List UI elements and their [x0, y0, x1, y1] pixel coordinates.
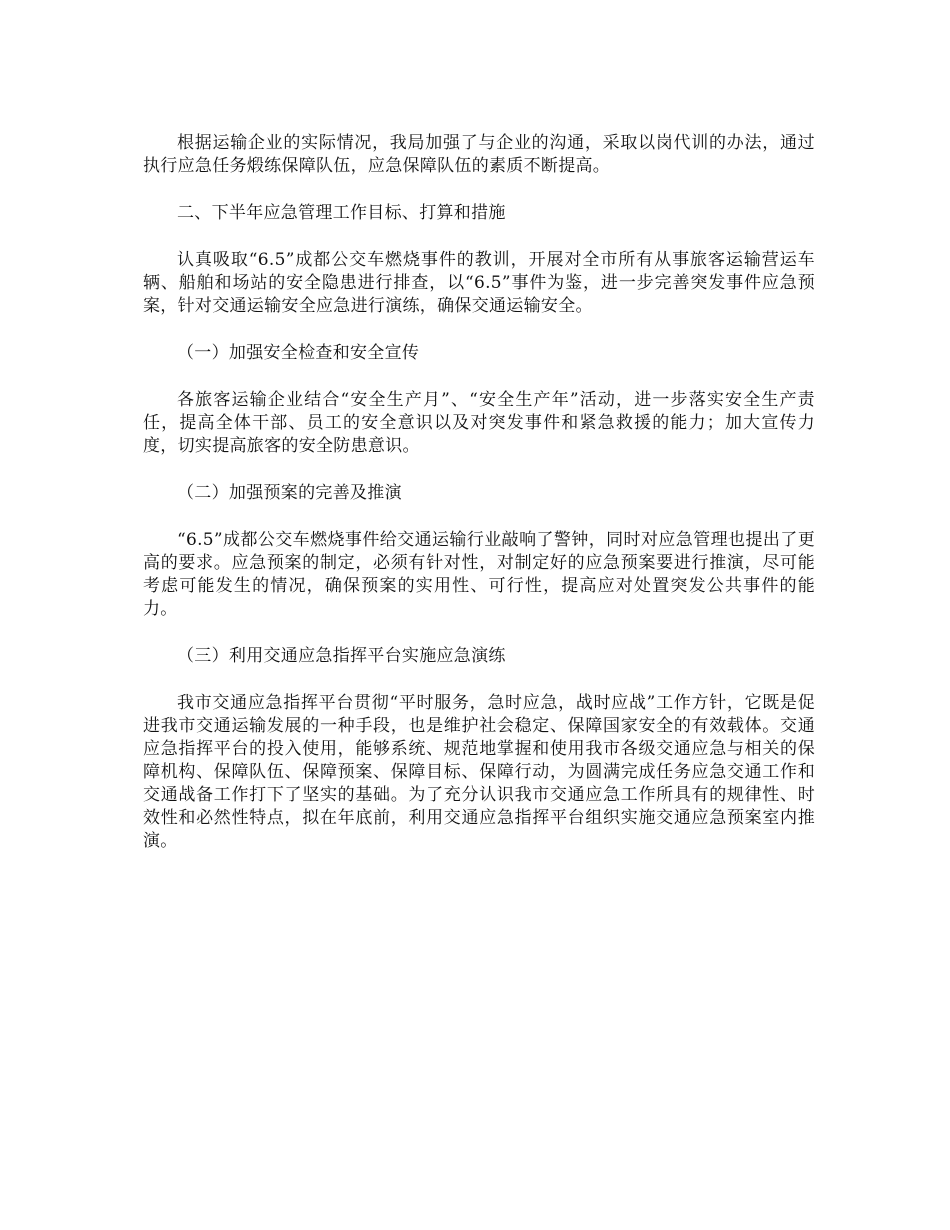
subheading-plan-improvement: （二）加强预案的完善及推演	[177, 483, 402, 503]
paragraph-safety-campaign: 各旅客运输企业结合“安全生产月”、“安全生产年”活动，进一步落实安全生产责任，提高全体干部、员工的安全意识以及对突发事件和紧急救援的能力；加大宣传力度，切实提高旅客的安全防患意识。	[143, 390, 815, 456]
section-heading-second-half-goals: 二、下半年应急管理工作目标、打算和措施	[177, 203, 506, 223]
paragraph-emergency-team-training: 根据运输企业的实际情况，我局加强了与企业的沟通，采取以岗代训的办法，通过执行应急任务煅练保障队伍，应急保障队伍的素质不断提高。	[143, 133, 815, 176]
subheading-command-platform-drills: （三）利用交通应急指挥平台实施应急演练	[177, 646, 506, 666]
paragraph-lessons-from-bus-fire: 认真吸取“6.5”成都公交车燃烧事件的教训，开展对全市所有从事旅客运输营运车辆、船舶和场站的安全隐患进行排查，以“6.5”事件为鉴，进一步完善突发事件应急预案，针对交通运输安全应急进行演练，确保交通运输安全。	[143, 250, 815, 316]
paragraph-command-platform: 我市交通应急指挥平台贯彻“平时服务，急时应急，战时应战”工作方针，它既是促进我市交通运输发展的一种手段，也是维护社会稳定、保障国家安全的有效载体。交通应急指挥平台的投入使用，能够系统、规范地掌握和使用我市各级交通应急与相关的保障机构、保障队伍、保障预案、保障目标、保障行动，为圆满完成任务应急交通工作和交通战备工作打下了坚实的基础。为了充分认识我市交通应急工作所具有的规律性、时效性和必然性特点，拟在年底前，利用交通应急指挥平台组织实施交通应急预案室内推演。	[143, 693, 815, 851]
document-body	[143, 132, 815, 853]
subheading-safety-inspection: （一）加强安全检查和安全宣传	[177, 343, 420, 363]
paragraph-plan-drills: “6.5”成都公交车燃烧事件给交通运输行业敲响了警钟，同时对应急管理也提出了更高的要求。应急预案的制定，必须有针对性，对制定好的应急预案要进行推演，尽可能考虑可能发生的情况，确保预案的实用性、可行性，提高应对处置突发公共事件的能力。	[143, 530, 815, 619]
